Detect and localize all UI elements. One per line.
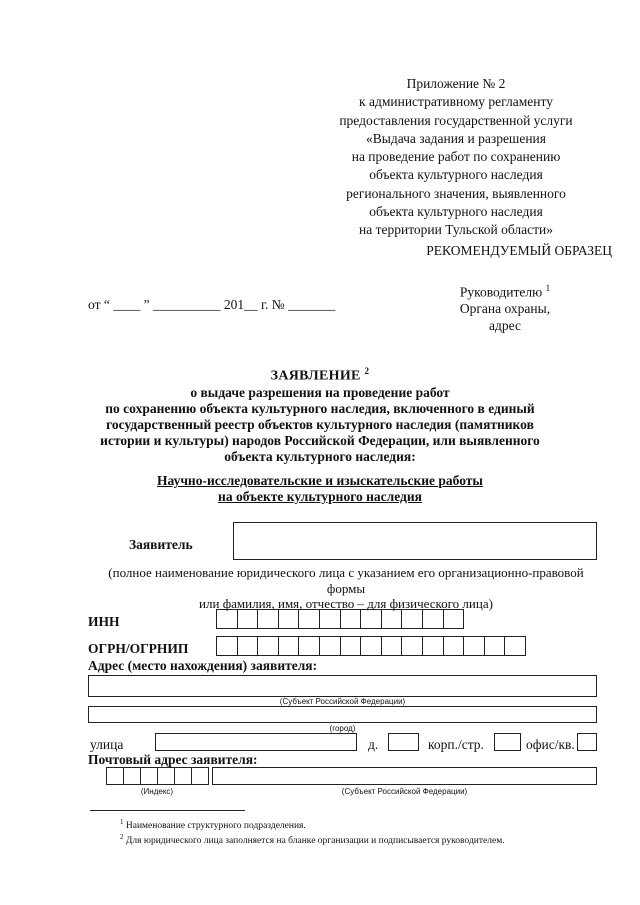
- street-label: улица: [90, 737, 124, 752]
- appendix-line: на территории Тульской области»: [359, 222, 553, 238]
- applicant-note-line1: (полное наименование юридического лица с указанием его организационно-правовой: [108, 565, 584, 580]
- house-field[interactable]: [388, 733, 419, 751]
- recipient-line1: Руководителю: [459, 284, 543, 300]
- address-city-caption: (город): [329, 724, 356, 733]
- footnote-mark-1: 1: [545, 283, 551, 293]
- ogrn-cell[interactable]: [298, 636, 320, 656]
- appendix-line: предоставления государственной услуги: [339, 112, 573, 128]
- footnote-1-mark: 1: [120, 818, 124, 826]
- postal-subject-field[interactable]: [212, 767, 597, 785]
- postal-label: Почтовый адрес заявителя:: [88, 752, 258, 767]
- address-subject-field[interactable]: [88, 675, 597, 697]
- footnote-2: [120, 833, 505, 846]
- ogrn-cell[interactable]: [401, 636, 423, 656]
- building-label: корп./стр.: [428, 737, 484, 752]
- building-field[interactable]: [494, 733, 521, 751]
- office-field[interactable]: [577, 733, 597, 751]
- appendix-line: регионального значения, выявленного: [346, 185, 566, 201]
- footnote-1: [120, 818, 306, 831]
- applicant-note-line2: формы: [326, 580, 366, 596]
- recipient-block: [405, 280, 605, 334]
- inn-cell[interactable]: [443, 609, 465, 629]
- inn-cell[interactable]: [278, 609, 300, 629]
- title-line: по сохранению объекта культурного наследия, включенного в единый: [105, 400, 535, 416]
- document-title: [60, 363, 580, 465]
- title-line: о выдаче разрешения на проведение работ: [190, 384, 450, 400]
- ogrn-cell[interactable]: [360, 636, 382, 656]
- postal-index-cell[interactable]: [123, 767, 141, 785]
- house-label: д.: [368, 737, 379, 752]
- ogrn-cell[interactable]: [340, 636, 362, 656]
- office-label: офис/кв.: [526, 737, 575, 752]
- appendix-line: объекта культурного наследия: [369, 204, 543, 220]
- ogrn-cell[interactable]: [278, 636, 300, 656]
- postal-index-cell[interactable]: [174, 767, 192, 785]
- footnote-divider: [90, 810, 245, 811]
- ogrn-cell[interactable]: [443, 636, 465, 656]
- inn-cell[interactable]: [298, 609, 320, 629]
- appendix-line: на проведение работ по сохранению: [351, 149, 561, 165]
- date-number-line[interactable]: от “ ____ ” __________ 201__ г. № _______: [88, 297, 336, 312]
- work-type-line2: на объекте культурного наследия: [218, 488, 422, 504]
- appendix-line: к административному регламенту: [359, 94, 553, 110]
- postal-index-cell[interactable]: [140, 767, 158, 785]
- inn-cell[interactable]: [401, 609, 423, 629]
- postal-index-cells[interactable]: [106, 767, 209, 785]
- inn-cell[interactable]: [422, 609, 444, 629]
- ogrn-cell[interactable]: [257, 636, 279, 656]
- street-field[interactable]: [155, 733, 357, 751]
- ogrn-cell[interactable]: [237, 636, 259, 656]
- address-subject-caption: (Субъект Российской Федерации): [279, 697, 406, 706]
- ogrn-cell[interactable]: [504, 636, 526, 656]
- work-type: [60, 473, 580, 504]
- address-label: Адрес (место нахождения) заявителя:: [88, 658, 318, 673]
- sample-label: РЕКОМЕНДУЕМЫЙ ОБРАЗЕЦ: [426, 243, 612, 258]
- recipient-line2: Органа охраны,: [459, 301, 551, 316]
- title-heading: ЗАЯВЛЕНИЕ: [270, 368, 361, 384]
- ogrn-cells[interactable]: [216, 636, 526, 656]
- title-line: государственный реестр объектов культурного наследия (памятников: [106, 416, 534, 432]
- inn-cell[interactable]: [319, 609, 341, 629]
- work-type-line1: Научно-исследовательские и изыскательские работы: [157, 473, 483, 488]
- applicant-note: [86, 565, 606, 612]
- appendix-line: «Выдача задания и разрешения: [366, 130, 546, 146]
- appendix-line: объекта культурного наследия: [369, 167, 543, 183]
- inn-cells[interactable]: [216, 609, 464, 629]
- postal-subject-caption: (Субъект Российской Федерации): [341, 787, 468, 796]
- inn-cell[interactable]: [237, 609, 259, 629]
- inn-cell[interactable]: [257, 609, 279, 629]
- inn-cell[interactable]: [360, 609, 382, 629]
- ogrn-label: ОГРН/ОГРНИП: [88, 641, 189, 656]
- applicant-name-field[interactable]: [233, 522, 597, 560]
- inn-cell[interactable]: [381, 609, 403, 629]
- appendix-line: Приложение № 2: [406, 76, 506, 91]
- address-city-field[interactable]: [88, 706, 597, 723]
- appendix-header: [300, 75, 612, 240]
- ogrn-cell[interactable]: [319, 636, 341, 656]
- recipient-line3: адрес: [489, 317, 521, 333]
- ogrn-cell[interactable]: [216, 636, 238, 656]
- footnote-2-text: Для юридического лица заполняется на бланке организации и подписывается руководителем.: [125, 836, 505, 847]
- ogrn-cell[interactable]: [422, 636, 444, 656]
- footnote-2-mark: 2: [120, 833, 124, 841]
- inn-cell[interactable]: [340, 609, 362, 629]
- title-line: объекта культурного наследия:: [224, 448, 416, 464]
- footnote-mark-2: 2: [364, 366, 370, 376]
- ogrn-cell[interactable]: [484, 636, 506, 656]
- applicant-note-line3: или фамилия, имя, отчество – для физического лица): [199, 596, 493, 611]
- postal-index-caption: (Индекс): [140, 787, 174, 796]
- title-line: истории и культуры) народов Российской Федерации, или выявленного: [100, 432, 540, 448]
- ogrn-cell[interactable]: [463, 636, 485, 656]
- applicant-label: Заявитель: [129, 537, 193, 552]
- inn-label: ИНН: [88, 614, 120, 629]
- postal-index-cell[interactable]: [191, 767, 209, 785]
- ogrn-cell[interactable]: [381, 636, 403, 656]
- inn-cell[interactable]: [216, 609, 238, 629]
- postal-index-cell[interactable]: [157, 767, 175, 785]
- postal-index-cell[interactable]: [106, 767, 124, 785]
- footnote-1-text: Наименование структурного подразделения.: [125, 821, 306, 832]
